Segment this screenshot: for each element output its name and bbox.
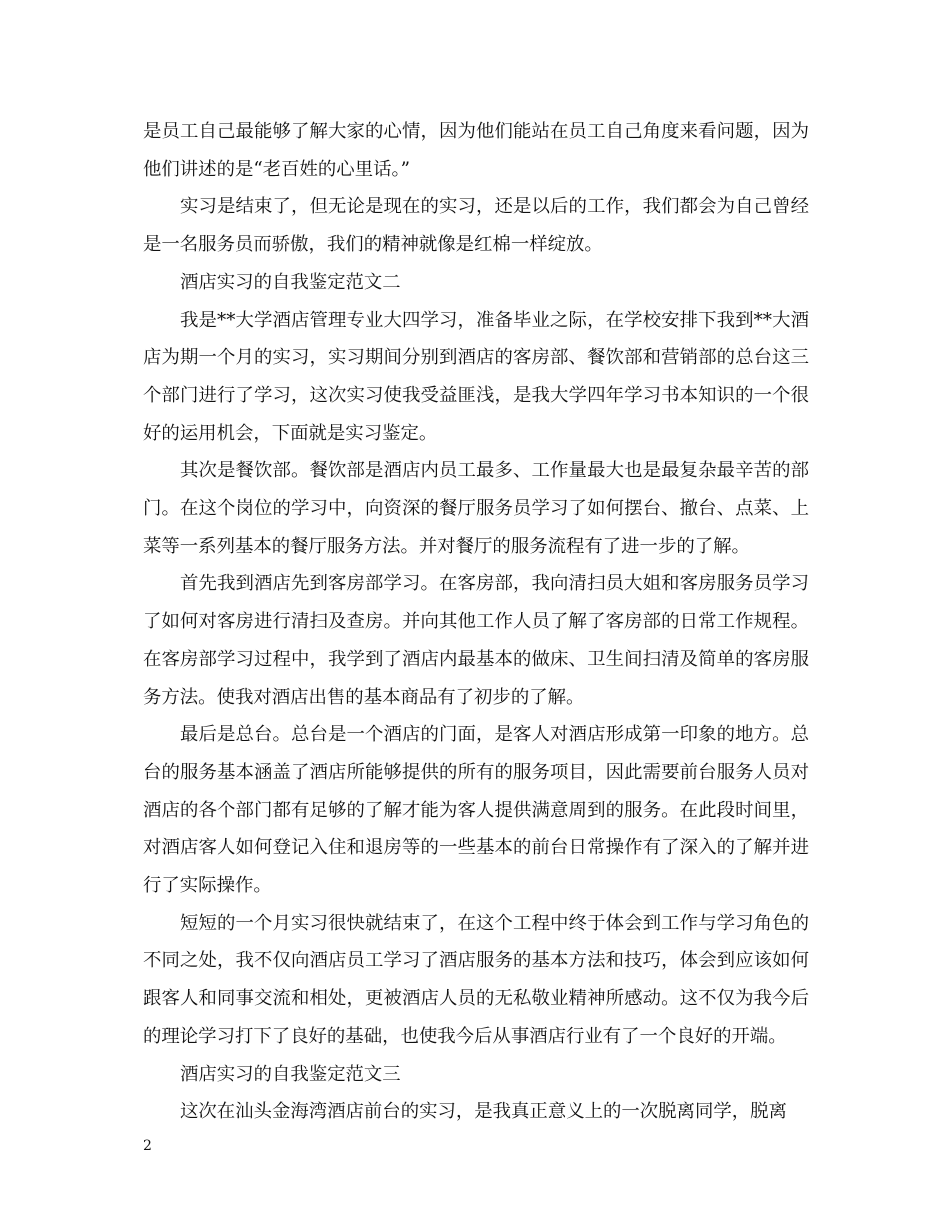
page-number: 2 (143, 1138, 152, 1154)
section-heading-sample-three: 酒店实习的自我鉴定范文三 (180, 1063, 401, 1085)
paragraph-continued: 是员工自己最能够了解大家的心情，因为他们能站在员工自己角度来看问题，因为他们讲述的是“老百姓的心里话。” (143, 121, 809, 180)
paragraph-introduction: 我是**大学酒店管理专业大四学习，准备毕业之际，在学校安排下我到**大酒店为期一个月的实习，实习期间分别到酒店的客房部、餐饮部和营销部的总台这三个部门进行了学习，这次实习使我受益匪浅，是我大学四年学习书本知识的一个很好的运用机会，下面就是实习鉴定。 (143, 309, 809, 444)
paragraph-food-beverage: 其次是餐饮部。餐饮部是酒店内员工最多、工作量最大也是最复杂最辛苦的部门。在这个岗位的学习中，向资深的餐厅服务员学习了如何摆台、撤台、点菜、上菜等一系列基本的餐厅服务方法。并对餐厅的服务流程有了进一步的了解。 (143, 460, 809, 557)
paragraph-conclusion: 短短的一个月实习很快就结束了，在这个工程中终于体会到工作与学习角色的不同之处，我不仅向酒店员工学习了酒店服务的基本方法和技巧，体会到应该如何跟客人和同事交流和相处，更被酒店人员的无私敬业精神所感动。这不仅为我今后的理论学习打下了良好的基础，也使我今后从事酒店行业有了一个良好的开端。 (143, 912, 809, 1047)
document-body (143, 113, 809, 1131)
paragraph-housekeeping: 首先我到酒店先到客房部学习。在客房部，我向清扫员大姐和客房服务员学习了如何对客房进行清扫及查房。并向其他工作人员了解了客房部的日常工作规程。在客房部学习过程中，我学到了酒店内最基本的做床、卫生间扫清及简单的客房服务方法。使我对酒店出售的基本商品有了初步的了解。 (143, 573, 809, 708)
section-heading-sample-two: 酒店实习的自我鉴定范文二 (180, 271, 401, 293)
paragraph-front-desk: 最后是总台。总台是一个酒店的门面，是客人对酒店形成第一印象的地方。总台的服务基本涵盖了酒店所能够提供的所有的服务项目，因此需要前台服务人员对酒店的各个部门都有足够的了解才能为客人提供满意周到的服务。在此段时间里，对酒店客人如何登记入住和退房等的一些基本的前台日常操作有了深入的了解并进行了实际操作。 (143, 724, 809, 897)
paragraph-sample-three-start: 这次在汕头金海湾酒店前台的实习，是我真正意义上的一次脱离同学，脱离 (180, 1101, 787, 1123)
paragraph-internship-ended: 实习是结束了，但无论是现在的实习，还是以后的工作，我们都会为自己曾经是一名服务员而骄傲，我们的精神就像是红棉一样绽放。 (143, 196, 809, 256)
